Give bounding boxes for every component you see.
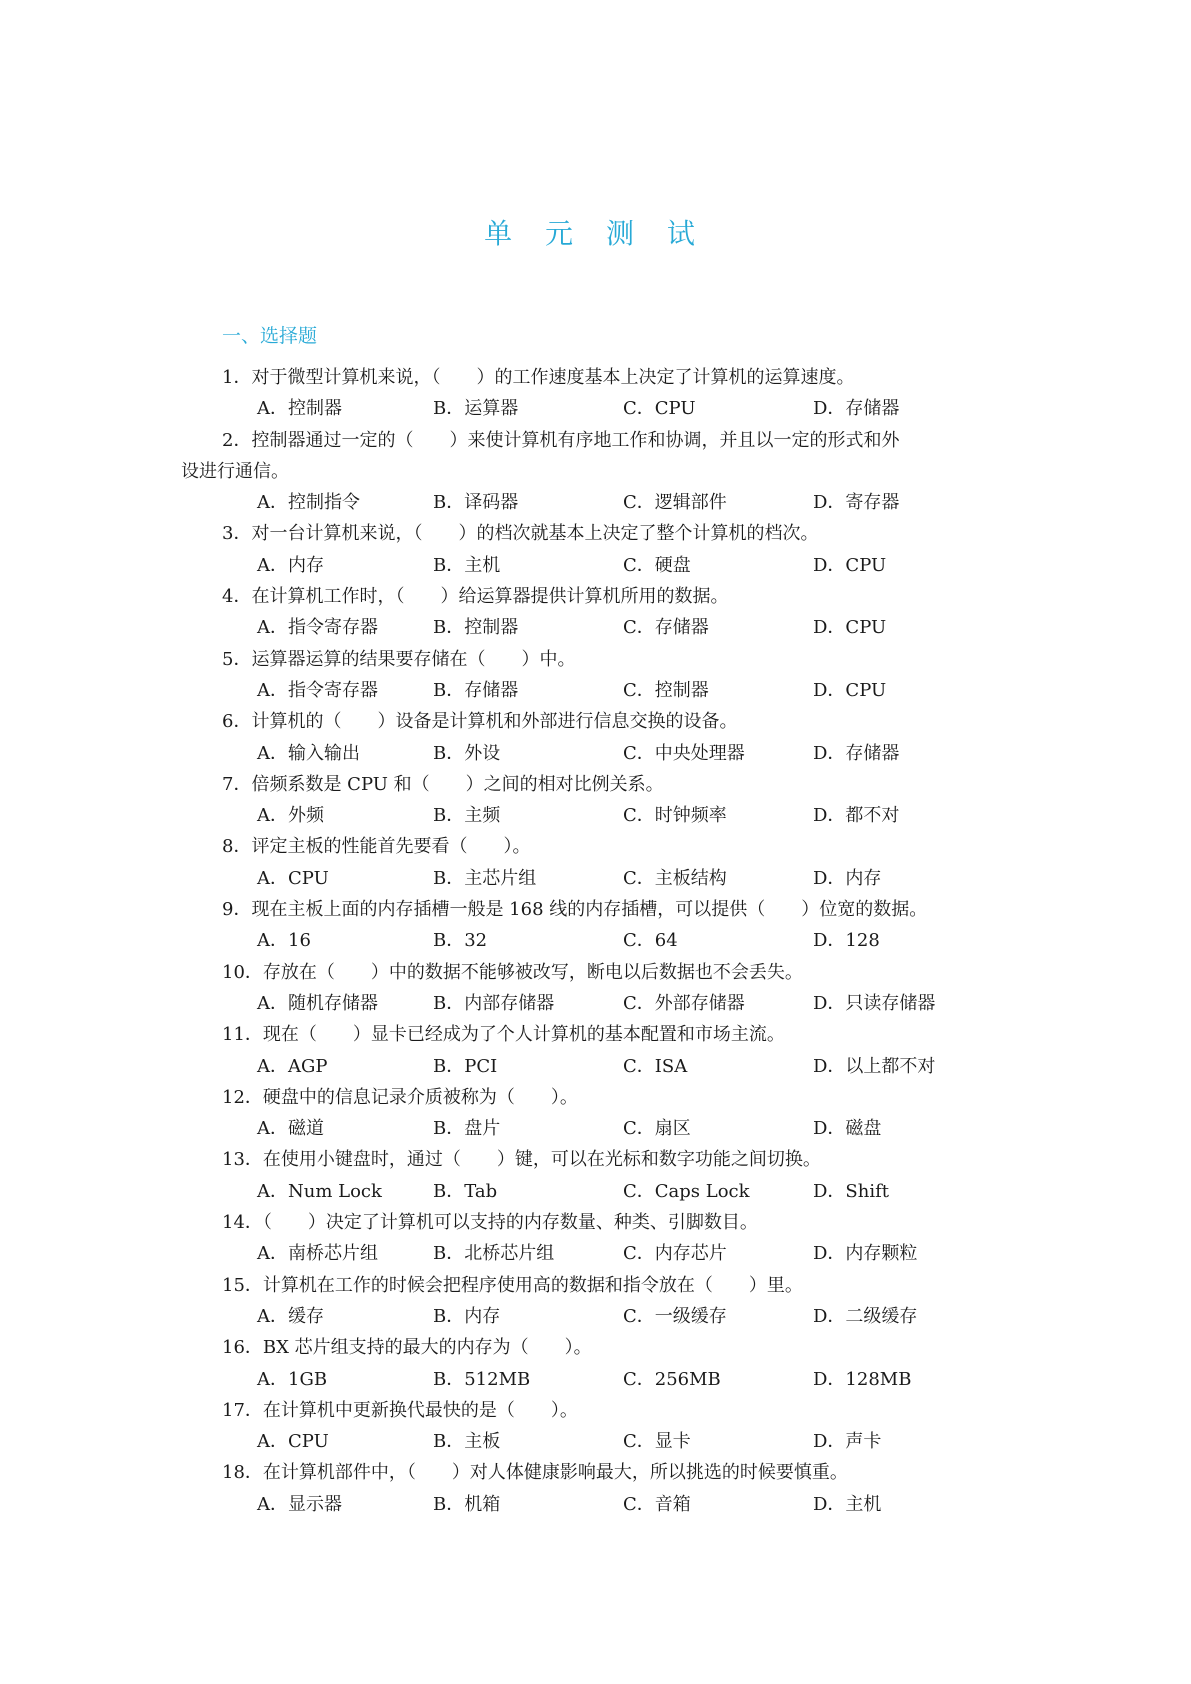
question-text: 17．在计算机中更新换代最快的是（ ）。	[222, 1399, 578, 1421]
option-c: C．存储器	[623, 617, 709, 639]
option-a: A．内存	[257, 554, 324, 576]
option-b: B．PCI	[433, 1055, 498, 1077]
option-c: C．音箱	[623, 1493, 691, 1515]
option-a: A．显示器	[257, 1493, 342, 1515]
option-d: D．磁盘	[813, 1118, 882, 1140]
question-text: 7．倍频系数是 CPU 和（ ）之间的相对比例关系。	[222, 773, 664, 795]
question-item	[0, 1207, 1191, 1270]
option-c: C．CPU	[623, 398, 696, 420]
answer-options	[0, 675, 1191, 706]
question-text: 8．评定主板的性能首先要看（ ）。	[222, 836, 531, 858]
option-a: A．随机存储器	[257, 992, 378, 1014]
option-b: B．Tab	[433, 1180, 498, 1202]
option-d: D．以上都不对	[813, 1055, 936, 1077]
option-c: C．扇区	[623, 1118, 691, 1140]
answer-options	[0, 863, 1191, 894]
answer-options	[0, 1426, 1191, 1457]
option-b: B．外设	[433, 742, 501, 764]
question-item	[0, 1144, 1191, 1207]
option-d: D．CPU	[813, 617, 887, 639]
option-a: A．输入输出	[257, 742, 360, 764]
answer-options	[0, 1301, 1191, 1332]
option-d: D．内存	[813, 867, 882, 889]
answer-options	[0, 1113, 1191, 1144]
answer-options	[0, 1489, 1191, 1520]
option-a: A．CPU	[257, 1431, 329, 1453]
page-title: 单 元 测 试	[484, 217, 707, 250]
question-text: 11．现在（ ）显卡已经成为了个人计算机的基本配置和市场主流。	[222, 1024, 785, 1046]
option-a: A．CPU	[257, 867, 329, 889]
question-item	[0, 706, 1191, 769]
option-a: A．外频	[257, 805, 324, 827]
option-a: A．控制指令	[257, 492, 360, 514]
question-item	[0, 957, 1191, 1020]
answer-options	[0, 988, 1191, 1019]
question-item	[0, 518, 1191, 581]
section-heading: 一、选择题	[222, 325, 318, 347]
question-text: 12．硬盘中的信息记录介质被称为（ ）。	[222, 1086, 578, 1108]
answer-options	[0, 550, 1191, 581]
option-b: B．控制器	[433, 617, 519, 639]
answer-options	[0, 393, 1191, 424]
option-b: B．机箱	[433, 1493, 501, 1515]
question-text: 2．控制器通过一定的（ ）来使计算机有序地工作和协调，并且以一定的形式和外	[222, 429, 900, 451]
question-text: 10．存放在（ ）中的数据不能够被改写，断电以后数据也不会丢失。	[222, 961, 803, 983]
option-c: C．显卡	[623, 1431, 691, 1453]
option-c: C．64	[623, 930, 678, 952]
option-c: C．256MB	[623, 1368, 721, 1390]
question-text: 3．对一台计算机来说，（ ）的档次就基本上决定了整个计算机的档次。	[222, 523, 819, 545]
option-c: C．硬盘	[623, 554, 691, 576]
option-b: B．存储器	[433, 679, 519, 701]
option-a: A．1GB	[257, 1368, 328, 1390]
question-text-continued: 设进行通信。	[181, 460, 289, 482]
answer-options	[0, 1051, 1191, 1082]
question-text: 13．在使用小键盘时，通过（ ）键，可以在光标和数字功能之间切换。	[222, 1149, 821, 1171]
option-b: B．512MB	[433, 1368, 531, 1390]
option-b: B．主机	[433, 554, 501, 576]
answer-options	[0, 1364, 1191, 1395]
option-c: C．时钟频率	[623, 805, 727, 827]
question-item	[0, 1395, 1191, 1458]
question-text: 18．在计算机部件中，（ ）对人体健康影响最大，所以挑选的时候要慎重。	[222, 1462, 848, 1484]
question-text: 1．对于微型计算机来说，（ ）的工作速度基本上决定了计算机的运算速度。	[222, 367, 855, 388]
option-a: A．南桥芯片组	[257, 1243, 378, 1265]
question-text: 15．计算机在工作的时候会把程序使用高的数据和指令放在（ ）里。	[222, 1274, 803, 1296]
question-item	[0, 581, 1191, 644]
answer-options	[0, 487, 1191, 518]
option-d: D．存储器	[813, 742, 900, 764]
question-item	[0, 425, 1191, 519]
option-c: C．内存芯片	[623, 1243, 727, 1265]
option-d: D．主机	[813, 1493, 882, 1515]
answer-options	[0, 1176, 1191, 1207]
option-d: D．寄存器	[813, 492, 900, 514]
option-c: C．主板结构	[623, 867, 727, 889]
question-text: 16．BX 芯片组支持的最大的内存为（ ）。	[222, 1337, 592, 1359]
question-item	[0, 894, 1191, 957]
question-text: 6．计算机的（ ）设备是计算机和外部进行信息交换的设备。	[222, 711, 738, 733]
question-text: 14．（ ）决定了计算机可以支持的内存数量、种类、引脚数目。	[222, 1212, 758, 1234]
question-list	[0, 362, 1191, 1520]
option-d: D．Shift	[813, 1180, 890, 1202]
option-a: A．控制器	[257, 398, 342, 420]
option-b: B．北桥芯片组	[433, 1243, 555, 1265]
option-c: C．ISA	[623, 1055, 688, 1077]
option-a: A．16	[257, 930, 311, 952]
option-d: D．只读存储器	[813, 992, 936, 1014]
answer-options	[0, 800, 1191, 831]
question-item	[0, 831, 1191, 894]
option-a: A．Num Lock	[257, 1180, 382, 1202]
option-d: D．CPU	[813, 679, 887, 701]
option-d: D．128	[813, 930, 880, 952]
option-c: C．中央处理器	[623, 742, 745, 764]
option-d: D．128MB	[813, 1368, 912, 1390]
answer-options	[0, 612, 1191, 643]
option-d: D．声卡	[813, 1431, 882, 1453]
question-item	[0, 1332, 1191, 1395]
question-item	[0, 769, 1191, 832]
option-d: D．都不对	[813, 805, 900, 827]
question-text: 5．运算器运算的结果要存储在（ ）中。	[222, 648, 576, 670]
question-item	[0, 1019, 1191, 1082]
option-b: B．主芯片组	[433, 867, 537, 889]
option-d: D．存储器	[813, 398, 900, 420]
option-b: B．盘片	[433, 1118, 501, 1140]
option-c: C．Caps Lock	[623, 1180, 750, 1202]
option-b: B．内部存储器	[433, 992, 555, 1014]
option-a: A．缓存	[257, 1305, 324, 1327]
answer-options	[0, 738, 1191, 769]
answer-options	[0, 1238, 1191, 1269]
option-b: B．运算器	[433, 398, 519, 420]
option-d: D．CPU	[813, 554, 887, 576]
option-b: B．主频	[433, 805, 501, 827]
question-item	[0, 644, 1191, 707]
question-text: 9．现在主板上面的内存插槽一般是 168 线的内存插槽，可以提供（ ）位宽的数据。	[222, 899, 928, 921]
option-c: C．逻辑部件	[623, 492, 727, 514]
question-text: 4．在计算机工作时，（ ）给运算器提供计算机所用的数据。	[222, 586, 729, 608]
question-item	[0, 362, 1191, 425]
option-a: A．磁道	[257, 1118, 324, 1140]
option-b: B．主板	[433, 1431, 501, 1453]
option-d: D．内存颗粒	[813, 1243, 918, 1265]
option-a: A．AGP	[257, 1055, 328, 1077]
question-item	[0, 1270, 1191, 1333]
option-b: B．内存	[433, 1305, 501, 1327]
option-c: C．一级缓存	[623, 1305, 727, 1327]
option-a: A．指令寄存器	[257, 617, 378, 639]
option-c: C．控制器	[623, 679, 709, 701]
option-c: C．外部存储器	[623, 992, 745, 1014]
question-item	[0, 1457, 1191, 1520]
option-b: B．译码器	[433, 492, 519, 514]
answer-options	[0, 925, 1191, 956]
option-b: B．32	[433, 930, 488, 952]
question-item	[0, 1082, 1191, 1145]
option-a: A．指令寄存器	[257, 679, 378, 701]
option-d: D．二级缓存	[813, 1305, 918, 1327]
